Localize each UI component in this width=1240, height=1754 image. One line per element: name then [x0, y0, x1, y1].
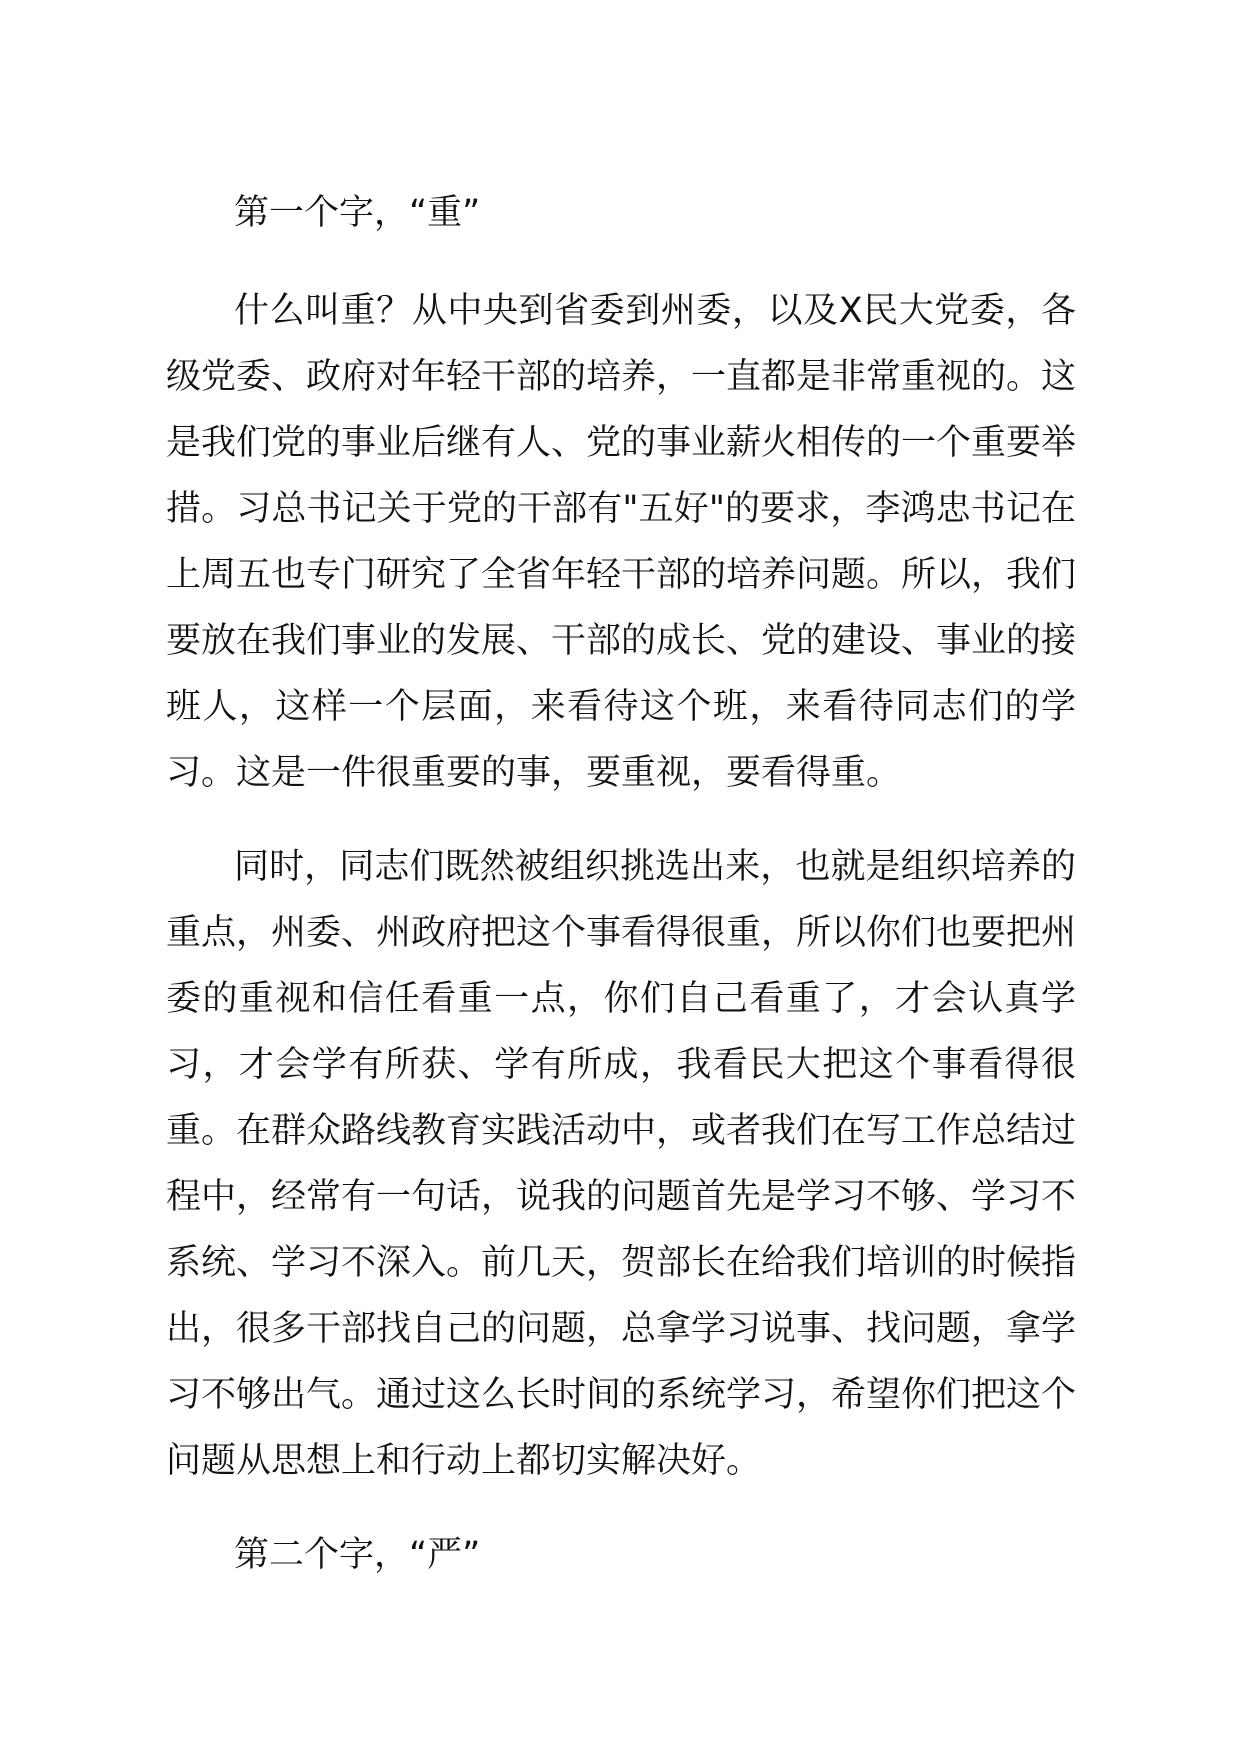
paragraph-1: 什么叫重？从中央到省委到州委，以及X民大党委，各级党委、政府对年轻干部的培养，一直都是非常重视的。这是我们党的事业后继有人、党的事业薪火相传的一个重要举措。习总书记关于党的干部有"五好"的要求，李鸿忠书记在上周五也专门研究了全省年轻干部的培养问题。所以，我们要放在我们事业的发展、干部的成长、党的建设、事业的接班人，这样一个层面，来看待这个班，来看待同志们的学习。这是一件很重要的事，要重视，要看得重。 [166, 291, 1077, 793]
section-heading-2: 第二个字，“严” [234, 1535, 481, 1575]
section-heading-1: 第一个字，“重” [234, 193, 481, 233]
document-page [166, 180, 1076, 1588]
paragraph-2: 同时，同志们既然被组织挑选出来，也就是组织培养的重点，州委、州政府把这个事看得很重，所以你们也要把州委的重视和信任看重一点，你们自己看重了，才会认真学习，才会学有所获、学有所成，我看民大把这个事看得很重。在群众路线教育实践活动中，或者我们在写工作总结过程中，经常有一句话，说我的问题首先是学习不够、学习不系统、学习不深入。前几天，贺部长在给我们培训的时候指出，很多干部找自己的问题，总拿学习说事、找问题，拿学习不够出气。通过这么长时间的系统学习，希望你们把这个问题从思想上和行动上都切实解决好。 [166, 847, 1077, 1481]
